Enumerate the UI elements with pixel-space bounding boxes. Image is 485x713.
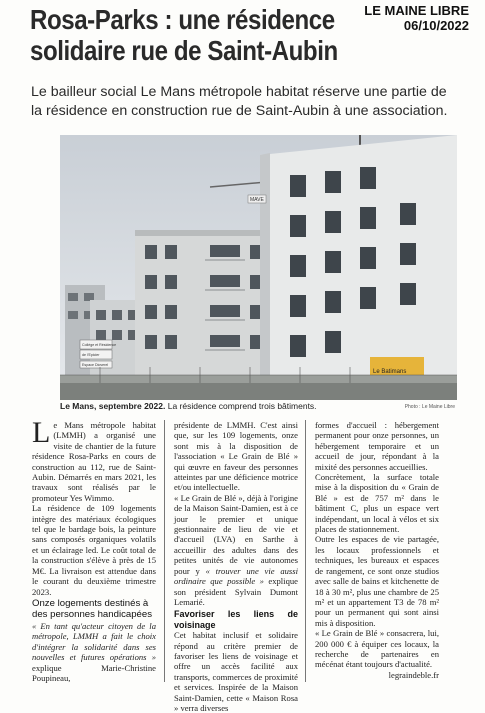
headline (30, 4, 338, 66)
article-photo (60, 135, 457, 400)
quote-lmmh: « En tant qu'acteur citoyen de la métropole, LMMH a fait le choix d'intégrer la solidarité dans ses nouvelles et futures opérations » (32, 620, 156, 663)
caption-text: La résidence comprend trois bâtiments. (165, 401, 317, 411)
col2-paragraph-2a: « Le Grain de Blé », déjà à l'origine de la Maison Saint-Damien, est à ce jour le premier et unique gestionnaire de lieu de vie et d'accueil (LVA) en Sarthe à accueillir des adultes dans des petites unités de vie autonomes pour y (174, 492, 298, 576)
building-c (248, 135, 457, 385)
col2-paragraph-2 (174, 493, 298, 607)
article-column-2 (174, 420, 298, 713)
subheading-voisinage: Favoriser les liens de voisinage (174, 609, 298, 630)
headline-line-2: solidaire rue de Saint-Aubin (30, 35, 338, 66)
col2-paragraph-1: présidente de LMMH. C'est ainsi que, sur les 109 logements, onze sont mis à la disposition de l'association « Le Grain de Blé » qui œuvre en faveur des personnes atteintes par une déficience motrice et/ou intellectuelle. (174, 420, 298, 493)
svg-text:de l'Epicier: de l'Epicier (82, 353, 100, 357)
col2-paragraph-3: Cet habitat inclusif et solidaire répond au critère premier de favoriser les liens de voisinage et offre un accès facilité aux transports, commerces de proximité et services. Inspirée de la Maison Saint-Damien, cette « Maison Rosa » verra diverses (174, 630, 298, 713)
caption-place-date: Le Mans, septembre 2022. (60, 401, 166, 411)
subheading-handicap: Onze logements destinés à des personnes handicapées (32, 597, 153, 620)
col2-paragraph-2b: explique son président Sylvain Dumont Lemarié. (174, 576, 298, 607)
construction-site-illustration (60, 135, 457, 400)
article-column-3 (315, 420, 439, 680)
dropcap: L (32, 416, 51, 449)
col3-paragraph-2: Concrètement, la surface totale mise à la disposition du « Grain de Blé » est de 757 m² dans le bâtiment C, plus un espace vert indépendant, un local à vélos et six places de stationnement. (315, 472, 439, 535)
svg-text:MAVE: MAVE (250, 197, 264, 203)
column-divider (305, 420, 306, 682)
quote-president: « trouver une vie aussi ordinaire que possible » (174, 565, 298, 587)
association-website: legraindeble.fr (388, 669, 439, 680)
column-divider (164, 420, 165, 682)
svg-text:Collège et Résidence: Collège et Résidence (82, 343, 117, 347)
publication-date: 06/10/2022 (403, 18, 469, 33)
col1-paragraph-2: La résidence de 109 logements intègre des matériaux écologiques tel que le bardage bois, la peinture sans composés organiques volatils et un éclairage led. Le coût total de la construction s'élève à près de 15 M€. La livraison est attendue dans le courant du deuxième trimestre 2023. (32, 503, 156, 597)
standfirst: Le bailleur social Le Mans métropole habitat réserve une partie de la résidence en construction rue de Saint-Aubin à une association. (31, 84, 448, 119)
col3-paragraph-3: Outre les espaces de vie partagée, les locaux professionnels et techniques, les bureaux et espaces de rangement, ce sont onze studios avec salle de bains et kitchenette de 18 à 30 m², plus une chambre de 25 m² et un appartement T3 de 78 m² pour un permanent qui sont ainsi mis à disposition. (315, 534, 439, 628)
col1-paragraph-3-rest: explique Marie-Christine Poupineau, (32, 662, 156, 683)
col3-paragraph-1: formes d'accueil : hébergement permanent pour onze personnes, un hébergement temporaire et un accueil de jour, répondant à la mixité des personnes accueillies. (315, 420, 439, 472)
article-column-1 (32, 416, 156, 683)
col1-paragraph-3 (32, 621, 156, 683)
svg-text:Espace Dioverel: Espace Dioverel (82, 363, 109, 367)
col1-paragraph-1: e Mans métropole habitat (LMMH) a organisé une visite de chantier de la future résidence Rosa-Parks en cours de construction au 112, rue de Saint-Aubin. Démarrés en mars 2021, les travaux sont réalisés par le promoteur Yes Wimmo. (32, 420, 156, 503)
svg-text:Le Batimans: Le Batimans (373, 369, 407, 375)
col3-paragraph-4: « Le Grain de Blé » consacrera, lui, 200 000 € à équiper ces locaux, la recherche de partenaires en mécénat étant toujours d'actualité. (315, 628, 439, 670)
headline-line-1: Rosa-Parks : une résidence (30, 4, 335, 35)
photo-caption (60, 401, 317, 411)
street-signs (80, 340, 116, 368)
photo-credit: Photo : Le Maine Libre (404, 404, 455, 410)
masthead (364, 3, 469, 33)
newspaper-name: LE MAINE LIBRE (364, 3, 469, 18)
